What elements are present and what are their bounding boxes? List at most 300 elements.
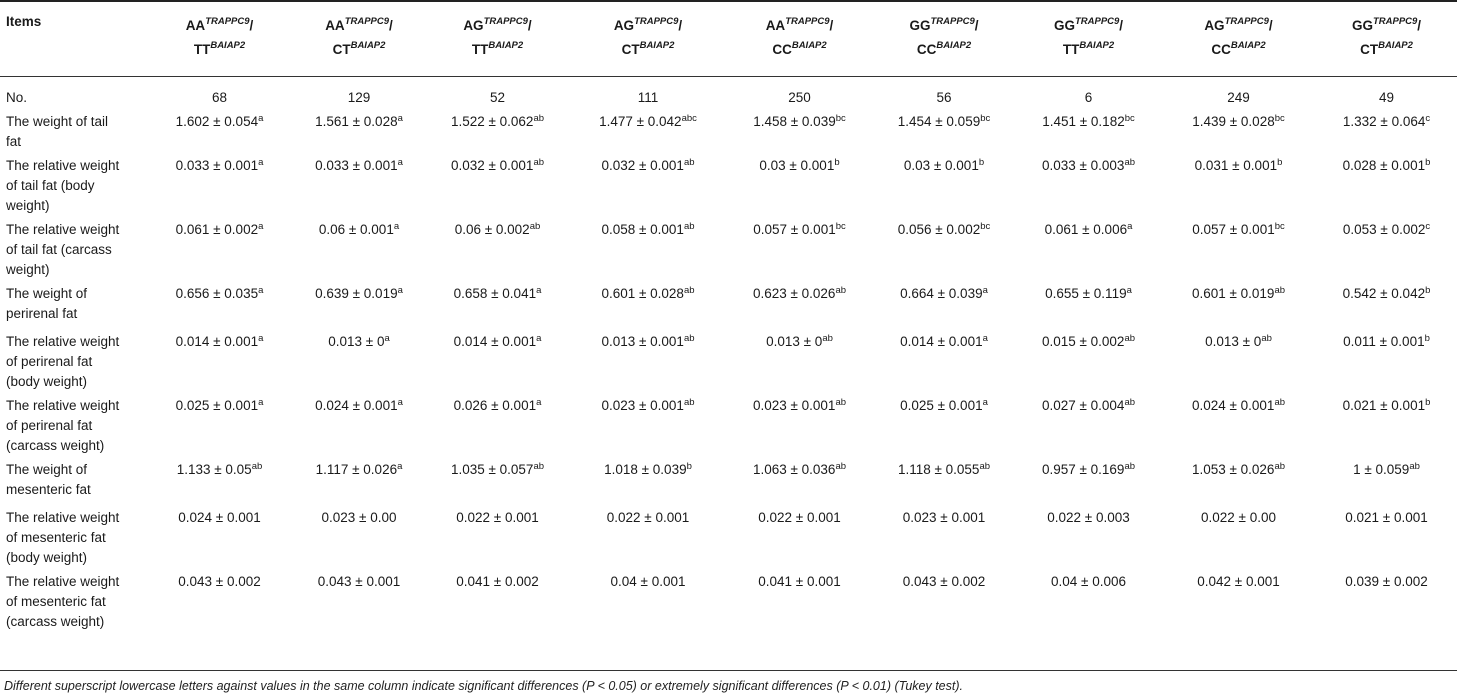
genotype-trappc9: $GG^{TRAPPC9}/$ bbox=[1053, 16, 1124, 33]
cell-value: 0.024 ± 0.001 bbox=[1191, 398, 1275, 413]
cell-value: 0.013 ± 0 bbox=[328, 334, 385, 349]
table-cell bbox=[426, 216, 569, 280]
cell-value: 0.03 ± 0.001 bbox=[903, 158, 979, 173]
row-label-line: weight) bbox=[6, 198, 50, 213]
table-cell bbox=[1016, 568, 1161, 632]
cell-value: 1.133 ± 0.05 bbox=[176, 462, 252, 477]
row-label bbox=[0, 328, 147, 392]
significance-letter: abc bbox=[681, 113, 697, 124]
row-label-line: The relative weight bbox=[6, 398, 120, 413]
table-row bbox=[0, 152, 1457, 216]
cell-value: 6 bbox=[1084, 90, 1093, 105]
cell-value: 0.022 ± 0.003 bbox=[1047, 510, 1130, 525]
significance-letter: b bbox=[978, 157, 985, 168]
table-cell bbox=[1316, 216, 1457, 280]
genotype-header bbox=[426, 0, 569, 84]
cell-value: 0.053 ± 0.002 bbox=[1342, 222, 1426, 237]
table-cell bbox=[1016, 392, 1161, 456]
cell-value: 52 bbox=[489, 90, 506, 105]
significance-letter: ab bbox=[1274, 461, 1286, 472]
significance-letter: ab bbox=[683, 157, 695, 168]
row-label-line: weight) bbox=[6, 262, 50, 277]
bottom-rule bbox=[0, 670, 1457, 671]
table-cell bbox=[1016, 216, 1161, 280]
table-cell bbox=[1316, 328, 1457, 392]
significance-letter: ab bbox=[1124, 461, 1136, 472]
row-label-line: perirenal fat bbox=[6, 306, 78, 321]
cell-value: 0.04 ± 0.001 bbox=[610, 574, 686, 589]
cell-value: 0.023 ± 0.001 bbox=[902, 510, 986, 525]
row-label-line: of perirenal fat bbox=[6, 418, 93, 433]
cell-value: 1 ± 0.059 bbox=[1353, 462, 1410, 477]
table-cell bbox=[1016, 152, 1161, 216]
genotype-trappc9: $AG^{TRAPPC9}/$ bbox=[1204, 16, 1273, 33]
table-cell bbox=[872, 84, 1016, 108]
table-cell bbox=[426, 84, 569, 108]
row-label bbox=[0, 504, 147, 568]
table-cell bbox=[292, 280, 426, 328]
table-row bbox=[0, 216, 1457, 280]
significance-letter: a bbox=[258, 333, 264, 344]
table-row bbox=[0, 84, 1457, 108]
genotype-baiap2: $CC^{BAIAP2}$ bbox=[772, 40, 827, 57]
significance-letter: b bbox=[1277, 157, 1283, 168]
table-cell bbox=[426, 152, 569, 216]
table-cell bbox=[1161, 504, 1316, 568]
significance-letter: b bbox=[834, 157, 840, 168]
row-label-line: of mesenteric fat bbox=[6, 594, 106, 609]
table-cell bbox=[1016, 108, 1161, 152]
table-row bbox=[0, 456, 1457, 504]
row-label-line: The relative weight bbox=[6, 158, 120, 173]
cell-value: 0.601 ± 0.028 bbox=[601, 286, 684, 301]
significance-letter: bc bbox=[980, 221, 991, 232]
table-cell bbox=[147, 568, 292, 632]
row-label-line: mesenteric fat bbox=[6, 482, 91, 497]
cell-value: 0.601 ± 0.019 bbox=[1191, 286, 1275, 301]
significance-letter: a bbox=[393, 221, 400, 232]
genotype-trappc9: $AG^{TRAPPC9}/$ bbox=[463, 16, 532, 33]
table-cell bbox=[426, 504, 569, 568]
cell-value: 1.561 ± 0.028 bbox=[315, 114, 398, 129]
table-cell bbox=[727, 84, 872, 108]
row-label-line: The weight of bbox=[6, 286, 88, 301]
row-label bbox=[0, 216, 147, 280]
cell-value: 0.014 ± 0.001 bbox=[900, 334, 983, 349]
significance-letter: a bbox=[982, 333, 988, 344]
genotype-header bbox=[1316, 0, 1457, 84]
genotype-header bbox=[872, 0, 1016, 84]
table-cell bbox=[292, 328, 426, 392]
significance-letter: a bbox=[258, 113, 264, 124]
cell-value: 1.439 ± 0.028 bbox=[1192, 114, 1275, 129]
table-row bbox=[0, 280, 1457, 328]
cell-value: 250 bbox=[788, 90, 811, 105]
significance-letter: b bbox=[1424, 333, 1430, 344]
table-cell bbox=[1316, 456, 1457, 504]
table-cell bbox=[872, 280, 1016, 328]
cell-value: 0.041 ± 0.001 bbox=[758, 574, 841, 589]
significance-letter: ab bbox=[1274, 397, 1286, 408]
table-cell bbox=[569, 504, 727, 568]
significance-letter: bc bbox=[835, 221, 846, 232]
cell-value: 1.522 ± 0.062 bbox=[450, 114, 534, 129]
significance-letter: a bbox=[397, 157, 403, 168]
cell-value: 0.025 ± 0.001 bbox=[900, 398, 983, 413]
table-cell bbox=[569, 456, 727, 504]
cell-value: 0.013 ± 0 bbox=[1205, 334, 1262, 349]
table-cell bbox=[569, 568, 727, 632]
significance-letter: ab bbox=[1409, 461, 1420, 472]
cell-value: 0.033 ± 0.001 bbox=[175, 158, 259, 173]
significance-letter: a bbox=[536, 397, 542, 408]
cell-value: 0.057 ± 0.001 bbox=[753, 222, 836, 237]
cell-value: 0.022 ± 0.001 bbox=[606, 510, 690, 525]
significance-letter: b bbox=[686, 461, 692, 472]
row-label bbox=[0, 84, 147, 108]
cell-value: 0.042 ± 0.001 bbox=[1197, 574, 1280, 589]
cell-value: 0.041 ± 0.002 bbox=[456, 574, 539, 589]
table-cell bbox=[426, 456, 569, 504]
significance-letter: ab bbox=[979, 461, 991, 472]
table-cell bbox=[1161, 152, 1316, 216]
genotype-baiap2: $TT^{BAIAP2}$ bbox=[471, 40, 524, 57]
table-cell bbox=[1016, 504, 1161, 568]
header-rule bbox=[0, 76, 1457, 77]
table-cell bbox=[147, 280, 292, 328]
table-footnote: Different superscript lowercase letters against values in the same column indicate significant differences (P < 0.05) or extremely significant differences (P < 0.01) (Tukey test). bbox=[4, 679, 963, 693]
cell-value: 0.056 ± 0.002 bbox=[897, 222, 981, 237]
cell-value: 0.024 ± 0.001 bbox=[178, 510, 261, 525]
significance-letter: a bbox=[258, 285, 264, 296]
genotype-baiap2: $CT^{BAIAP2}$ bbox=[621, 40, 675, 57]
cell-value: 0.043 ± 0.002 bbox=[178, 574, 261, 589]
cell-value: 0.013 ± 0 bbox=[766, 334, 823, 349]
cell-value: 0.03 ± 0.001 bbox=[759, 158, 835, 173]
table-cell bbox=[1161, 216, 1316, 280]
genotype-header bbox=[727, 0, 872, 84]
cell-value: 0.022 ± 0.00 bbox=[1201, 510, 1276, 525]
significance-letter: ab bbox=[683, 333, 695, 344]
genotype-trappc9: $GG^{TRAPPC9}/$ bbox=[909, 16, 979, 33]
significance-letter: ab bbox=[1124, 157, 1136, 168]
cell-value: 0.039 ± 0.002 bbox=[1345, 574, 1428, 589]
significance-letter: a bbox=[982, 397, 988, 408]
table-cell bbox=[1161, 108, 1316, 152]
cell-value: 0.057 ± 0.001 bbox=[1192, 222, 1275, 237]
cell-value: 0.04 ± 0.006 bbox=[1051, 574, 1126, 589]
cell-value: 0.014 ± 0.001 bbox=[453, 334, 537, 349]
row-label bbox=[0, 108, 147, 152]
genotype-baiap2: $CC^{BAIAP2}$ bbox=[1211, 40, 1266, 57]
genotype-header bbox=[569, 0, 727, 84]
table-row bbox=[0, 504, 1457, 568]
cell-value: 0.026 ± 0.001 bbox=[453, 398, 537, 413]
table-cell bbox=[292, 456, 426, 504]
cell-value: 0.021 ± 0.001 bbox=[1342, 398, 1426, 413]
cell-value: 0.032 ± 0.001 bbox=[601, 158, 684, 173]
table-cell bbox=[1316, 568, 1457, 632]
table-cell bbox=[426, 280, 569, 328]
significance-letter: ab bbox=[533, 461, 545, 472]
cell-value: 249 bbox=[1227, 90, 1250, 105]
significance-letter: a bbox=[536, 285, 542, 296]
row-label-line: The relative weight bbox=[6, 574, 120, 589]
genotype-baiap2: $TT^{BAIAP2}$ bbox=[1062, 40, 1115, 57]
cell-value: 1.063 ± 0.036 bbox=[752, 462, 836, 477]
cell-value: 0.028 ± 0.001 bbox=[1342, 158, 1426, 173]
cell-value: 1.018 ± 0.039 bbox=[604, 462, 687, 477]
significance-letter: ab bbox=[251, 461, 263, 472]
significance-letter: bc bbox=[835, 113, 846, 124]
genotype-header bbox=[1161, 0, 1316, 84]
significance-letter: a bbox=[397, 397, 403, 408]
table-cell bbox=[1016, 84, 1161, 108]
significance-letter: ab bbox=[1274, 285, 1286, 296]
table-cell bbox=[872, 456, 1016, 504]
table-cell bbox=[292, 504, 426, 568]
cell-value: 1.602 ± 0.054 bbox=[175, 114, 259, 129]
table-cell bbox=[1316, 152, 1457, 216]
genotype-trappc9: $AA^{TRAPPC9}/$ bbox=[765, 16, 834, 33]
row-label-line: (body weight) bbox=[6, 374, 88, 389]
cell-value: 0.023 ± 0.001 bbox=[752, 398, 836, 413]
cell-value: 1.454 ± 0.059 bbox=[897, 114, 981, 129]
table-cell bbox=[147, 108, 292, 152]
cell-value: 0.013 ± 0.001 bbox=[601, 334, 684, 349]
table-cell bbox=[872, 216, 1016, 280]
table-cell bbox=[147, 84, 292, 108]
table-body bbox=[0, 84, 1457, 632]
cell-value: 1.332 ± 0.064 bbox=[1342, 114, 1426, 129]
table-cell bbox=[1016, 328, 1161, 392]
significance-letter: ab bbox=[1124, 397, 1136, 408]
significance-letter: b bbox=[1425, 285, 1431, 296]
table-cell bbox=[872, 108, 1016, 152]
genotype-baiap2: $TT^{BAIAP2}$ bbox=[193, 40, 246, 57]
table-cell bbox=[1161, 456, 1316, 504]
table-cell bbox=[872, 504, 1016, 568]
table-cell bbox=[1316, 280, 1457, 328]
table-cell bbox=[569, 152, 727, 216]
items-header: Items bbox=[6, 14, 42, 29]
table-cell bbox=[727, 216, 872, 280]
significance-letter: a bbox=[384, 333, 390, 344]
significance-letter: a bbox=[397, 461, 403, 472]
cell-value: 0.043 ± 0.001 bbox=[317, 574, 401, 589]
cell-value: 0.656 ± 0.035 bbox=[175, 286, 259, 301]
table-row bbox=[0, 568, 1457, 632]
significance-letter: b bbox=[1425, 157, 1431, 168]
table-row bbox=[0, 328, 1457, 392]
cell-value: 0.043 ± 0.002 bbox=[902, 574, 986, 589]
significance-letter: c bbox=[1425, 221, 1431, 232]
significance-letter: a bbox=[536, 333, 542, 344]
row-label bbox=[0, 568, 147, 632]
cell-value: 0.623 ± 0.026 bbox=[752, 286, 836, 301]
cell-value: 0.957 ± 0.169 bbox=[1041, 462, 1125, 477]
genotype-header bbox=[147, 0, 292, 84]
cell-value: 0.033 ± 0.001 bbox=[315, 158, 398, 173]
cell-value: 49 bbox=[1378, 90, 1395, 105]
significance-letter: a bbox=[397, 113, 403, 124]
cell-value: 0.06 ± 0.002 bbox=[454, 222, 530, 237]
cell-value: 0.058 ± 0.001 bbox=[601, 222, 684, 237]
significance-letter: ab bbox=[533, 113, 545, 124]
significance-letter: ab bbox=[822, 333, 833, 344]
cell-value: 0.664 ± 0.039 bbox=[900, 286, 983, 301]
significance-letter: a bbox=[1127, 221, 1133, 232]
genotype-header bbox=[292, 0, 426, 84]
cell-value: 0.061 ± 0.002 bbox=[175, 222, 259, 237]
table-cell bbox=[292, 108, 426, 152]
table-cell bbox=[727, 108, 872, 152]
table-cell bbox=[872, 392, 1016, 456]
row-label bbox=[0, 392, 147, 456]
cell-value: 1.035 ± 0.057 bbox=[450, 462, 534, 477]
cell-value: 1.117 ± 0.026 bbox=[315, 462, 398, 477]
table-cell bbox=[1016, 456, 1161, 504]
genotype-baiap2: $CT^{BAIAP2}$ bbox=[1360, 40, 1413, 57]
table-cell bbox=[569, 84, 727, 108]
table-cell bbox=[727, 504, 872, 568]
significance-letter: b bbox=[1425, 397, 1431, 408]
significance-letter: bc bbox=[1124, 113, 1135, 124]
significance-letter: ab bbox=[683, 397, 695, 408]
significance-letter: a bbox=[982, 285, 988, 296]
significance-letter: bc bbox=[980, 113, 991, 124]
cell-value: 56 bbox=[936, 90, 952, 105]
table-cell bbox=[727, 280, 872, 328]
cell-value: 129 bbox=[347, 90, 371, 105]
significance-letter: bc bbox=[1274, 221, 1285, 232]
row-label-line: (carcass weight) bbox=[6, 438, 105, 453]
table-cell bbox=[727, 328, 872, 392]
table-cell bbox=[1316, 504, 1457, 568]
genotype-trappc9: $GG^{TRAPPC9}/$ bbox=[1351, 16, 1422, 33]
table-cell bbox=[147, 456, 292, 504]
table-cell bbox=[292, 568, 426, 632]
row-label-line: No. bbox=[6, 90, 28, 105]
row-label-line: The relative weight bbox=[6, 222, 120, 237]
table-cell bbox=[292, 152, 426, 216]
table-cell bbox=[569, 108, 727, 152]
table-cell bbox=[727, 568, 872, 632]
cell-value: 0.015 ± 0.002 bbox=[1041, 334, 1125, 349]
table-cell bbox=[569, 216, 727, 280]
row-label-line: The relative weight bbox=[6, 510, 120, 525]
table-cell bbox=[1161, 568, 1316, 632]
table-cell bbox=[727, 456, 872, 504]
cell-value: 0.033 ± 0.003 bbox=[1041, 158, 1125, 173]
table-cell bbox=[727, 152, 872, 216]
header-row bbox=[0, 0, 1457, 84]
table-cell bbox=[292, 392, 426, 456]
table-cell bbox=[426, 328, 569, 392]
cell-value: 0.023 ± 0.00 bbox=[321, 510, 397, 525]
row-label-line: The weight of bbox=[6, 462, 88, 477]
table-cell bbox=[426, 108, 569, 152]
cell-value: 1.118 ± 0.055 bbox=[897, 462, 980, 477]
table-cell bbox=[872, 568, 1016, 632]
significance-letter: ab bbox=[835, 461, 847, 472]
cell-value: 68 bbox=[211, 90, 228, 105]
table-cell bbox=[147, 504, 292, 568]
cell-value: 0.022 ± 0.001 bbox=[758, 510, 841, 525]
cell-value: 1.477 ± 0.042 bbox=[599, 114, 682, 129]
table-cell bbox=[1016, 280, 1161, 328]
significance-letter: a bbox=[258, 157, 264, 168]
cell-value: 0.025 ± 0.001 bbox=[175, 398, 259, 413]
significance-letter: ab bbox=[533, 157, 545, 168]
significance-letter: bc bbox=[1274, 113, 1285, 124]
row-label-line: of perirenal fat bbox=[6, 354, 93, 369]
cell-value: 0.542 ± 0.042 bbox=[1342, 286, 1426, 301]
row-label-line: of tail fat (body bbox=[6, 178, 95, 193]
row-label-line: of tail fat (carcass bbox=[6, 242, 112, 257]
significance-letter: ab bbox=[1124, 333, 1136, 344]
cell-value: 0.655 ± 0.119 bbox=[1045, 286, 1127, 301]
table-cell bbox=[1161, 392, 1316, 456]
genotype-trappc9: $AA^{TRAPPC9}/$ bbox=[185, 16, 254, 33]
row-label-line: The relative weight bbox=[6, 334, 120, 349]
row-label-line: (carcass weight) bbox=[6, 614, 105, 629]
cell-value: 0.011 ± 0.001 bbox=[1343, 334, 1425, 349]
row-label-line: (body weight) bbox=[6, 550, 88, 565]
table-cell bbox=[147, 328, 292, 392]
table-cell bbox=[1316, 392, 1457, 456]
cell-value: 0.639 ± 0.019 bbox=[315, 286, 398, 301]
cell-value: 0.024 ± 0.001 bbox=[315, 398, 398, 413]
cell-value: 1.458 ± 0.039 bbox=[753, 114, 836, 129]
cell-value: 0.021 ± 0.001 bbox=[1345, 510, 1428, 525]
genotype-baiap2: $CC^{BAIAP2}$ bbox=[916, 40, 972, 57]
cell-value: 0.061 ± 0.006 bbox=[1044, 222, 1128, 237]
row-label-line: The weight of tail bbox=[6, 114, 109, 129]
table-cell bbox=[872, 328, 1016, 392]
cell-value: 0.014 ± 0.001 bbox=[175, 334, 259, 349]
significance-letter: a bbox=[397, 285, 403, 296]
table-cell bbox=[569, 280, 727, 328]
table-cell bbox=[426, 392, 569, 456]
cell-value: 0.023 ± 0.001 bbox=[601, 398, 684, 413]
genotype-trappc9: $AA^{TRAPPC9}/$ bbox=[325, 16, 393, 33]
row-label bbox=[0, 280, 147, 328]
row-label bbox=[0, 152, 147, 216]
cell-value: 0.658 ± 0.041 bbox=[453, 286, 537, 301]
table-cell bbox=[872, 152, 1016, 216]
cell-value: 0.032 ± 0.001 bbox=[450, 158, 534, 173]
table-cell bbox=[292, 84, 426, 108]
significance-letter: a bbox=[1126, 285, 1132, 296]
genotype-header bbox=[1016, 0, 1161, 84]
table-cell bbox=[292, 216, 426, 280]
cell-value: 0.06 ± 0.001 bbox=[318, 222, 394, 237]
table-row bbox=[0, 392, 1457, 456]
table-cell bbox=[1161, 328, 1316, 392]
table-cell bbox=[426, 568, 569, 632]
cell-value: 1.451 ± 0.182 bbox=[1042, 114, 1125, 129]
cell-value: 0.027 ± 0.004 bbox=[1041, 398, 1125, 413]
cell-value: 1.053 ± 0.026 bbox=[1191, 462, 1275, 477]
table-cell bbox=[147, 152, 292, 216]
table-cell bbox=[1316, 108, 1457, 152]
cell-value: 111 bbox=[637, 90, 659, 105]
table-cell bbox=[147, 216, 292, 280]
table-cell bbox=[1161, 84, 1316, 108]
significance-letter: ab bbox=[683, 221, 695, 232]
row-label-line: fat bbox=[6, 134, 22, 149]
